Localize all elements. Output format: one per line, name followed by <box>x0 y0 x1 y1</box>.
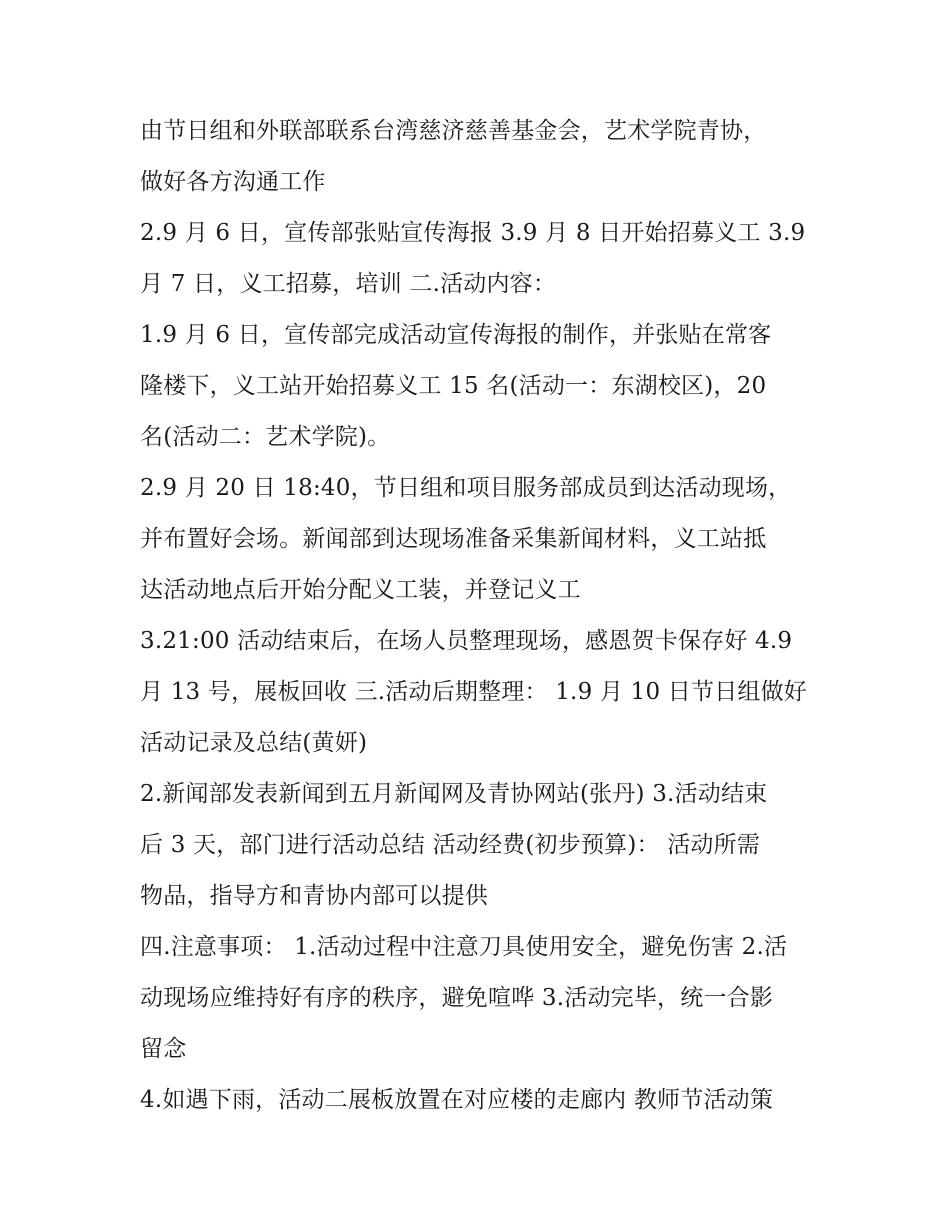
text-line: 月 13 号，展板回收 三.活动后期整理： 1.9 月 10 日节日组做好 <box>140 679 807 705</box>
text-line: 3.21:00 活动结束后，在场人员整理现场，感恩贺卡保存好 4.9 <box>140 628 793 654</box>
text-line: 由节日组和外联部联系台湾慈济慈善基金会，艺术学院青协， <box>140 118 767 144</box>
text-line: 活动记录及总结(黄妍) <box>140 730 368 756</box>
text-line: 2.9 月 6 日，宣传部张贴宣传海报 3.9 月 8 日开始招募义工 3.9 <box>140 220 806 246</box>
text-line: 留念 <box>140 1036 187 1062</box>
text-line: 4.如遇下雨，活动二展板放置在对应楼的走廊内 教师节活动策 <box>140 1087 774 1113</box>
text-line: 并布置好会场。新闻部到达现场准备采集新闻材料，义工站抵 <box>140 526 767 552</box>
text-line: 名(活动二：艺术学院)。 <box>140 424 391 450</box>
document-body <box>140 106 820 1126</box>
text-line: 物品，指导方和青协内部可以提供 <box>140 883 488 909</box>
text-line: 达活动地点后开始分配义工装，并登记义工 <box>140 577 581 603</box>
text-line: 2.9 月 20 日 18:40，节日组和项目服务部成员到达活动现场， <box>140 475 792 501</box>
text-line: 2.新闻部发表新闻到五月新闻网及青协网站(张丹) 3.活动结束 <box>140 781 768 807</box>
text-line: 做好各方沟通工作 <box>140 169 326 195</box>
text-line: 月 7 日，义工招募，培训 二.活动内容： <box>140 271 557 297</box>
text-line: 动现场应维持好有序的秩序，避免喧哗 3.活动完毕，统一合影 <box>140 985 774 1011</box>
text-line: 隆楼下，义工站开始招募义工 15 名(活动一：东湖校区)，20 <box>140 373 767 399</box>
text-line: 四.注意事项： 1.活动过程中注意刀具使用安全，避免伤害 2.活 <box>140 934 788 960</box>
text-line: 1.9 月 6 日，宣传部完成活动宣传海报的制作，并张贴在常客 <box>140 322 772 348</box>
text-line: 后 3 天，部门进行活动总结 活动经费(初步预算)： 活动所需 <box>140 832 761 858</box>
